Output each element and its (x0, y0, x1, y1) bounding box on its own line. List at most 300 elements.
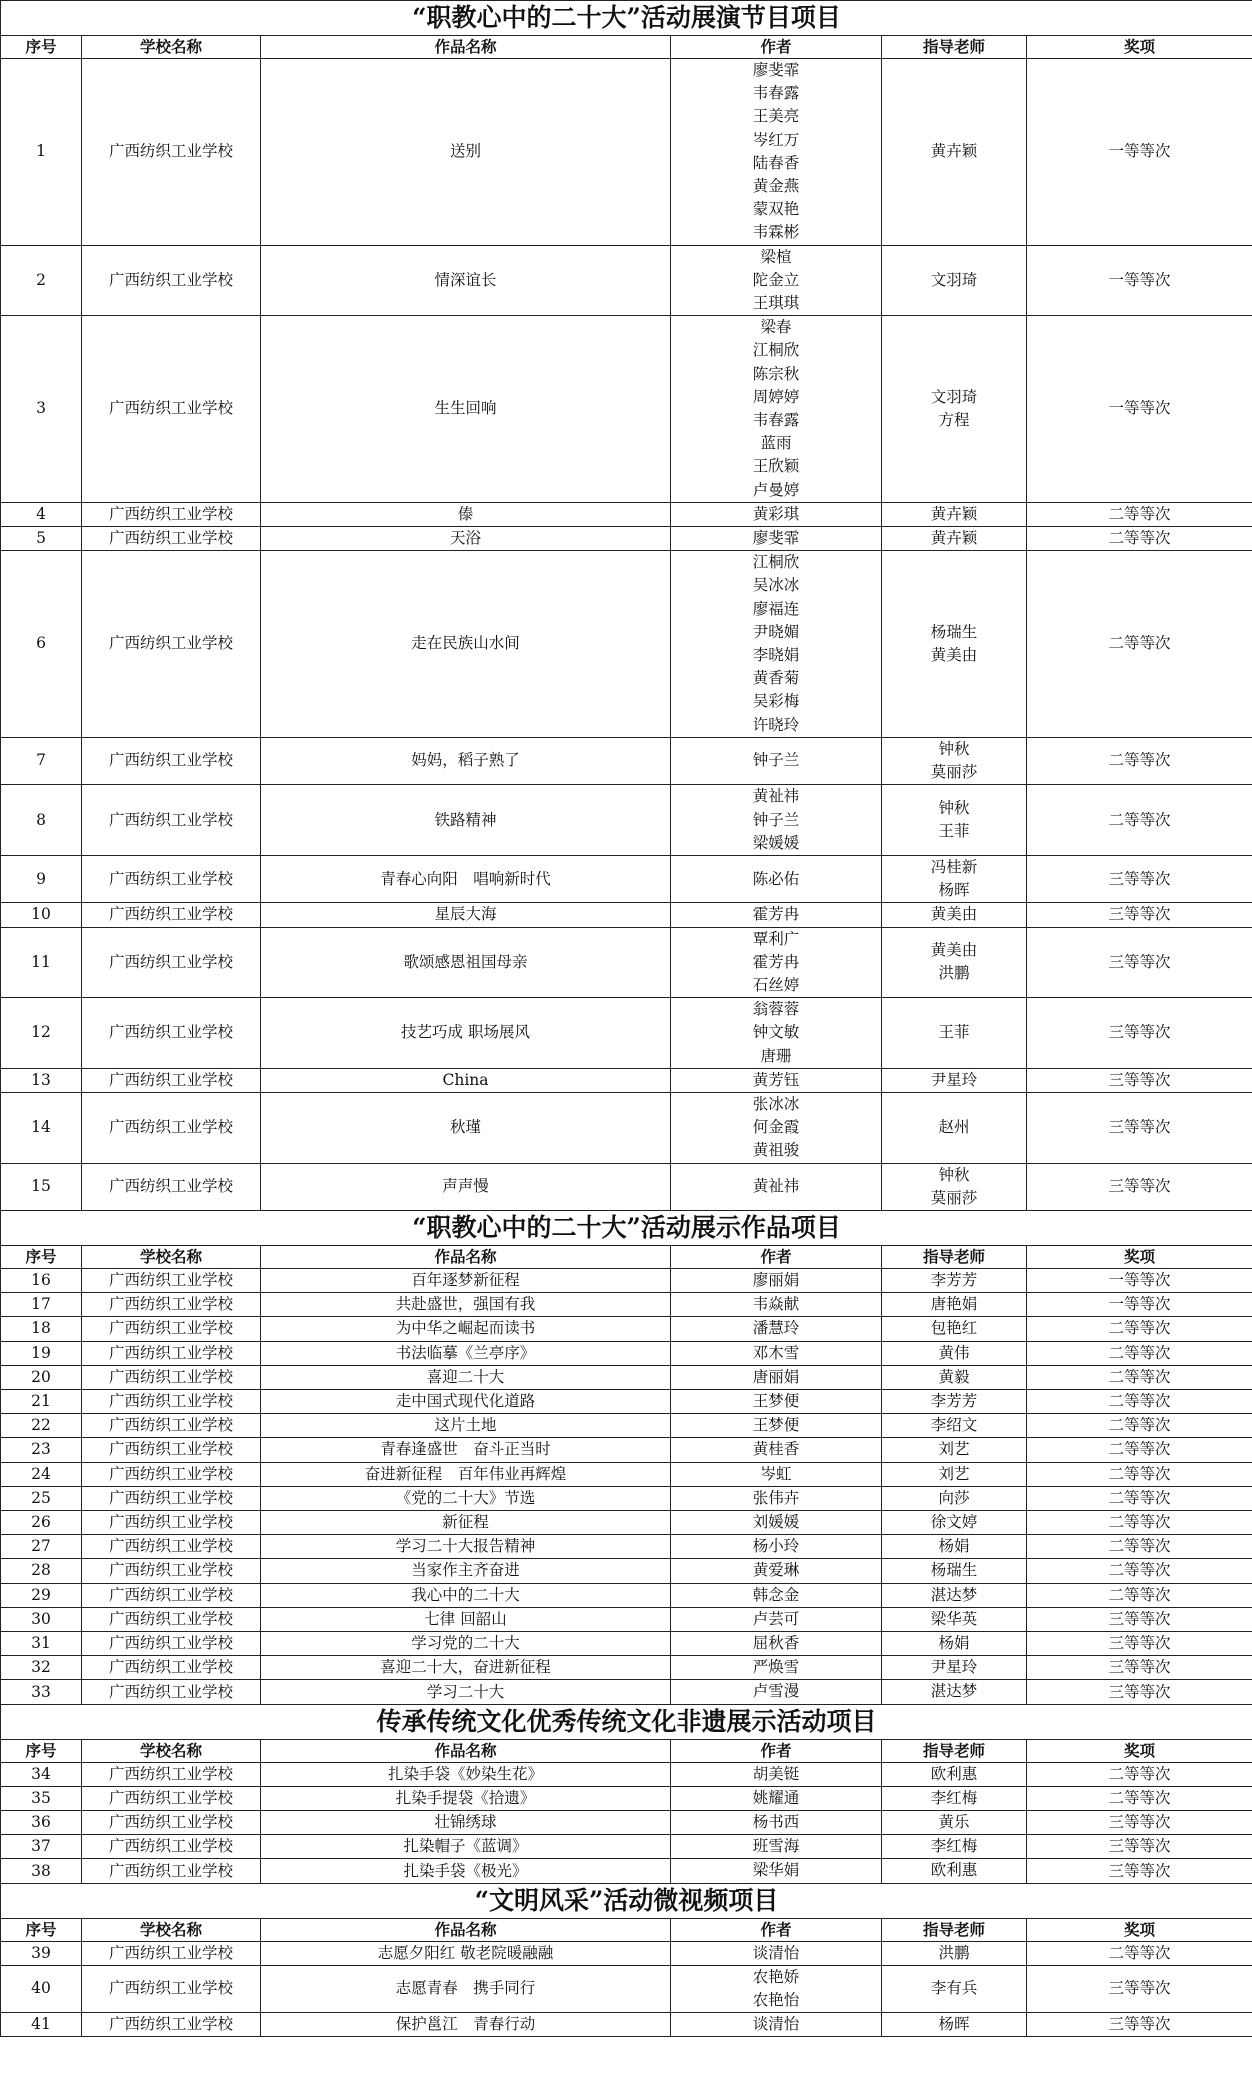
cell-school: 广西纺织工业学校 (82, 1632, 261, 1656)
cell-award: 二等等次 (1027, 1559, 1252, 1583)
column-header: 作者 (671, 36, 882, 59)
cell-school: 广西纺织工业学校 (82, 1859, 261, 1883)
author-name: 王美亮 (752, 107, 800, 126)
teacher-name: 李芳芳 (930, 1391, 978, 1410)
column-header: 奖项 (1027, 1739, 1252, 1762)
cell-teachers (882, 1941, 1027, 1965)
teacher-name: 李红梅 (930, 1788, 978, 1807)
cell-no: 5 (1, 527, 82, 551)
teacher-name: 黄卉颖 (930, 142, 978, 161)
table-row (1, 1293, 1252, 1317)
cell-no: 10 (1, 903, 82, 927)
cell-work: 天浴 (261, 527, 671, 551)
cell-school: 广西纺织工业学校 (82, 1535, 261, 1559)
cell-school: 广西纺织工业学校 (82, 1510, 261, 1534)
cell-award: 一等等次 (1027, 316, 1252, 503)
cell-school: 广西纺织工业学校 (82, 1941, 261, 1965)
cell-work: 走中国式现代化道路 (261, 1389, 671, 1413)
cell-award: 二等等次 (1027, 1389, 1252, 1413)
cell-authors (671, 1389, 882, 1413)
column-header: 序号 (1, 1245, 82, 1268)
cell-award: 二等等次 (1027, 1786, 1252, 1810)
cell-authors (671, 1559, 882, 1583)
cell-authors (671, 785, 882, 856)
author-name: 唐丽娟 (752, 1367, 800, 1386)
table-row (1, 1341, 1252, 1365)
author-name: 韩念金 (752, 1585, 800, 1604)
cell-award: 二等等次 (1027, 527, 1252, 551)
cell-school: 广西纺织工业学校 (82, 1583, 261, 1607)
cell-school: 广西纺织工业学校 (82, 1438, 261, 1462)
cell-school: 广西纺织工业学校 (82, 1365, 261, 1389)
cell-no: 4 (1, 502, 82, 526)
cell-award: 三等等次 (1027, 1656, 1252, 1680)
cell-no: 37 (1, 1835, 82, 1859)
cell-no: 7 (1, 737, 82, 784)
cell-authors (671, 1163, 882, 1210)
author-name: 潘慧玲 (752, 1319, 800, 1338)
teacher-name: 湛达梦 (930, 1585, 978, 1604)
table-row (1, 245, 1252, 316)
cell-no: 13 (1, 1068, 82, 1092)
cell-award: 三等等次 (1027, 2013, 1252, 2037)
column-header: 作品名称 (261, 1245, 671, 1268)
cell-award: 二等等次 (1027, 1486, 1252, 1510)
column-header: 序号 (1, 36, 82, 59)
cell-school: 广西纺织工业学校 (82, 1786, 261, 1810)
cell-teachers (882, 59, 1027, 246)
cell-authors (671, 737, 882, 784)
author-name: 黄芳钰 (752, 1070, 800, 1089)
cell-no: 36 (1, 1811, 82, 1835)
cell-award: 二等等次 (1027, 1762, 1252, 1786)
table-row (1, 1486, 1252, 1510)
author-name: 梁楦 (760, 247, 792, 266)
author-name: 尹晓媚 (752, 622, 800, 641)
author-name: 钟子兰 (752, 810, 800, 829)
table-row (1, 1656, 1252, 1680)
cell-no: 31 (1, 1632, 82, 1656)
cell-work: 技艺巧成 职场展风 (261, 998, 671, 1069)
author-name: 蓝雨 (760, 434, 792, 453)
teacher-name: 钟秋 (938, 798, 970, 817)
teacher-name: 欧利惠 (930, 1764, 978, 1783)
teacher-name: 黄美由 (930, 941, 978, 960)
column-header: 作者 (671, 1739, 882, 1762)
column-header: 学校名称 (82, 1245, 261, 1268)
cell-authors (671, 1510, 882, 1534)
table-row (1, 2013, 1252, 2037)
cell-authors (671, 527, 882, 551)
cell-authors (671, 1317, 882, 1341)
cell-teachers (882, 1762, 1027, 1786)
cell-work: 走在民族山水间 (261, 551, 671, 738)
cell-teachers (882, 1438, 1027, 1462)
cell-no: 32 (1, 1656, 82, 1680)
author-name: 张伟卉 (752, 1488, 800, 1507)
table-row (1, 1583, 1252, 1607)
teacher-name: 杨瑞生 (930, 622, 978, 641)
section-title: 传承传统文化优秀传统文化非遗展示活动项目 (1, 1704, 1252, 1739)
cell-work: 这片土地 (261, 1414, 671, 1438)
cell-teachers (882, 1535, 1027, 1559)
cell-teachers (882, 502, 1027, 526)
teacher-name: 徐文婷 (930, 1512, 978, 1531)
teacher-name: 杨娟 (938, 1634, 970, 1652)
author-name: 江桐欣 (752, 341, 800, 360)
author-name: 黄祉祎 (752, 1177, 800, 1196)
cell-no: 38 (1, 1859, 82, 1883)
cell-authors (671, 1293, 882, 1317)
cell-teachers (882, 785, 1027, 856)
cell-work: 扎染手提袋《拾遗》 (261, 1786, 671, 1810)
cell-teachers (882, 1341, 1027, 1365)
cell-no: 25 (1, 1486, 82, 1510)
teacher-name: 莫丽莎 (930, 763, 978, 782)
author-name: 陆春香 (752, 153, 800, 172)
column-header: 指导老师 (882, 36, 1027, 59)
cell-work: 扎染手袋《极光》 (261, 1859, 671, 1883)
cell-no: 12 (1, 998, 82, 1069)
cell-teachers (882, 2013, 1027, 2037)
cell-work: China (261, 1068, 671, 1092)
cell-no: 17 (1, 1293, 82, 1317)
table-row (1, 1438, 1252, 1462)
cell-teachers (882, 1632, 1027, 1656)
cell-award: 三等等次 (1027, 1632, 1252, 1656)
cell-work: 情深谊长 (261, 245, 671, 316)
author-name: 陀金立 (752, 270, 800, 289)
cell-no: 15 (1, 1163, 82, 1210)
teacher-name: 冯桂新 (930, 857, 978, 876)
cell-teachers (882, 855, 1027, 902)
cell-school: 广西纺织工业学校 (82, 1835, 261, 1859)
author-name: 梁华娟 (752, 1861, 800, 1880)
cell-award: 一等等次 (1027, 59, 1252, 246)
column-header: 学校名称 (82, 1918, 261, 1941)
cell-no: 20 (1, 1365, 82, 1389)
table-row (1, 502, 1252, 526)
cell-teachers (882, 1486, 1027, 1510)
cell-work: 扎染手袋《妙染生花》 (261, 1762, 671, 1786)
teacher-name: 钟秋 (938, 739, 970, 758)
table-row (1, 903, 1252, 927)
cell-award: 二等等次 (1027, 785, 1252, 856)
teacher-name: 杨晖 (938, 881, 970, 900)
column-header: 学校名称 (82, 1739, 261, 1762)
author-name: 王琪琪 (752, 294, 800, 313)
teacher-name: 王菲 (938, 822, 970, 841)
author-name: 霍芳冉 (752, 952, 800, 971)
author-name: 邓木雪 (752, 1343, 800, 1362)
cell-teachers (882, 551, 1027, 738)
table-row (1, 1559, 1252, 1583)
cell-work: 保护邕江 青春行动 (261, 2013, 671, 2037)
cell-school: 广西纺织工业学校 (82, 1268, 261, 1292)
cell-no: 14 (1, 1092, 82, 1163)
author-name: 农艳娇 (752, 1967, 800, 1986)
cell-award: 一等等次 (1027, 1268, 1252, 1292)
author-name: 吴冰冰 (752, 576, 800, 595)
author-name: 黄金燕 (752, 177, 800, 196)
teacher-name: 黄伟 (938, 1343, 970, 1362)
cell-teachers (882, 1462, 1027, 1486)
header-row (1, 1739, 1252, 1762)
cell-school: 广西纺织工业学校 (82, 1068, 261, 1092)
cell-no: 16 (1, 1268, 82, 1292)
section-title: “文明风采”活动微视频项目 (1, 1883, 1252, 1918)
teacher-name: 尹星玲 (930, 1070, 978, 1089)
cell-teachers (882, 245, 1027, 316)
cell-no: 34 (1, 1762, 82, 1786)
teacher-name: 刘艺 (938, 1464, 970, 1483)
cell-work: 铁路精神 (261, 785, 671, 856)
cell-authors (671, 551, 882, 738)
cell-teachers (882, 1068, 1027, 1092)
cell-work: 壮锦绣球 (261, 1811, 671, 1835)
cell-award: 二等等次 (1027, 1535, 1252, 1559)
cell-authors (671, 1607, 882, 1631)
table-row (1, 1632, 1252, 1656)
cell-authors (671, 245, 882, 316)
cell-no: 11 (1, 927, 82, 998)
cell-work: 共赴盛世，强国有我 (261, 1293, 671, 1317)
author-name: 谈清怡 (752, 1943, 800, 1962)
author-name: 黄爱琳 (752, 1561, 800, 1580)
table-row (1, 1163, 1252, 1210)
cell-award: 三等等次 (1027, 998, 1252, 1069)
cell-award: 二等等次 (1027, 1462, 1252, 1486)
teacher-name: 李有兵 (930, 1979, 978, 1998)
section-title-row (1, 1704, 1252, 1739)
cell-school: 广西纺织工业学校 (82, 1092, 261, 1163)
cell-work: 奋进新征程 百年伟业再辉煌 (261, 1462, 671, 1486)
cell-no: 3 (1, 316, 82, 503)
cell-award: 三等等次 (1027, 1835, 1252, 1859)
author-name: 韦春露 (752, 84, 800, 103)
cell-work: 喜迎二十大，奋进新征程 (261, 1656, 671, 1680)
cell-no: 23 (1, 1438, 82, 1462)
cell-school: 广西纺织工业学校 (82, 245, 261, 316)
cell-work: 妈妈，稻子熟了 (261, 737, 671, 784)
table-row (1, 1389, 1252, 1413)
cell-work: 秋瑾 (261, 1092, 671, 1163)
author-name: 韦霖彬 (752, 223, 800, 242)
author-name: 刘媛媛 (752, 1512, 800, 1531)
cell-no: 1 (1, 59, 82, 246)
teacher-name: 洪鹏 (938, 1943, 970, 1962)
author-name: 梁春 (760, 318, 792, 337)
author-name: 何金霞 (752, 1118, 800, 1137)
cell-school: 广西纺织工业学校 (82, 1293, 261, 1317)
author-name: 霍芳冉 (752, 905, 800, 924)
table-row (1, 1068, 1252, 1092)
teacher-name: 杨娟 (938, 1537, 970, 1556)
cell-teachers (882, 1268, 1027, 1292)
cell-work: 新征程 (261, 1510, 671, 1534)
cell-school: 广西纺织工业学校 (82, 737, 261, 784)
author-name: 陈必佑 (752, 869, 800, 888)
teacher-name: 赵州 (938, 1118, 970, 1137)
teacher-name: 尹星玲 (930, 1658, 978, 1677)
cell-teachers (882, 527, 1027, 551)
author-name: 岑虹 (760, 1464, 792, 1483)
cell-work: 青春逢盛世 奋斗正当时 (261, 1438, 671, 1462)
cell-award: 二等等次 (1027, 551, 1252, 738)
table-row (1, 59, 1252, 246)
cell-teachers (882, 1365, 1027, 1389)
table-row (1, 1414, 1252, 1438)
cell-award: 二等等次 (1027, 1317, 1252, 1341)
teacher-name: 文羽琦 (930, 270, 978, 289)
cell-authors (671, 1535, 882, 1559)
table-row (1, 316, 1252, 503)
table-row (1, 1317, 1252, 1341)
author-name: 卢雪漫 (752, 1682, 800, 1701)
cell-teachers (882, 316, 1027, 503)
cell-work: 志愿夕阳红 敬老院暖融融 (261, 1941, 671, 1965)
cell-teachers (882, 1092, 1027, 1163)
teacher-name: 黄美由 (930, 646, 978, 665)
cell-authors (671, 1341, 882, 1365)
cell-authors (671, 316, 882, 503)
author-name: 王欣颖 (752, 457, 800, 476)
cell-no: 24 (1, 1462, 82, 1486)
cell-authors (671, 1835, 882, 1859)
cell-no: 6 (1, 551, 82, 738)
cell-authors (671, 1680, 882, 1704)
author-name: 廖福连 (752, 599, 800, 618)
header-row (1, 1918, 1252, 1941)
cell-no: 9 (1, 855, 82, 902)
header-row (1, 36, 1252, 59)
author-name: 胡美铤 (752, 1764, 800, 1783)
cell-school: 广西纺织工业学校 (82, 527, 261, 551)
cell-work: 《党的二十大》节选 (261, 1486, 671, 1510)
cell-award: 二等等次 (1027, 1583, 1252, 1607)
cell-award: 一等等次 (1027, 1293, 1252, 1317)
cell-no: 18 (1, 1317, 82, 1341)
cell-school: 广西纺织工业学校 (82, 2013, 261, 2037)
author-name: 钟子兰 (752, 751, 800, 770)
table-row (1, 1762, 1252, 1786)
table-row (1, 1835, 1252, 1859)
cell-no: 41 (1, 2013, 82, 2037)
author-name: 杨书西 (752, 1813, 800, 1832)
cell-school: 广西纺织工业学校 (82, 855, 261, 902)
cell-authors (671, 998, 882, 1069)
cell-no: 27 (1, 1535, 82, 1559)
cell-authors (671, 1068, 882, 1092)
column-header: 作品名称 (261, 1918, 671, 1941)
cell-award: 二等等次 (1027, 1510, 1252, 1534)
cell-no: 8 (1, 785, 82, 856)
table-row (1, 1268, 1252, 1292)
cell-authors (671, 1365, 882, 1389)
table-row (1, 1510, 1252, 1534)
cell-award: 一等等次 (1027, 245, 1252, 316)
section-title-row (1, 1, 1252, 36)
column-header: 作者 (671, 1245, 882, 1268)
cell-authors (671, 1941, 882, 1965)
cell-authors (671, 1438, 882, 1462)
cell-school: 广西纺织工业学校 (82, 1762, 261, 1786)
cell-work: 星辰大海 (261, 903, 671, 927)
author-name: 黄桂香 (752, 1440, 800, 1459)
cell-award: 三等等次 (1027, 1680, 1252, 1704)
cell-authors (671, 1414, 882, 1438)
cell-authors (671, 1268, 882, 1292)
cell-teachers (882, 1414, 1027, 1438)
cell-authors (671, 1632, 882, 1656)
cell-teachers (882, 903, 1027, 927)
cell-no: 28 (1, 1559, 82, 1583)
section-title-row (1, 1883, 1252, 1918)
teacher-name: 向莎 (938, 1488, 970, 1507)
cell-work: 送别 (261, 59, 671, 246)
table-row (1, 855, 1252, 902)
table-row (1, 1365, 1252, 1389)
cell-authors (671, 1859, 882, 1883)
cell-authors (671, 1462, 882, 1486)
cell-award: 三等等次 (1027, 1965, 1252, 2012)
cell-authors (671, 502, 882, 526)
author-name: 王梦便 (752, 1416, 800, 1435)
cell-work: 七律 回韶山 (261, 1607, 671, 1631)
teacher-name: 莫丽莎 (930, 1188, 978, 1207)
table-row (1, 1607, 1252, 1631)
table-row (1, 551, 1252, 738)
column-header: 奖项 (1027, 1918, 1252, 1941)
cell-authors (671, 1965, 882, 2012)
author-name: 黄祖骏 (752, 1141, 800, 1160)
teacher-name: 黄卉颖 (930, 504, 978, 523)
cell-award: 三等等次 (1027, 903, 1252, 927)
cell-teachers (882, 1965, 1027, 2012)
column-header: 学校名称 (82, 36, 261, 59)
table-row (1, 1680, 1252, 1704)
cell-work: 我心中的二十大 (261, 1583, 671, 1607)
cell-teachers (882, 737, 1027, 784)
cell-no: 29 (1, 1583, 82, 1607)
column-header: 奖项 (1027, 36, 1252, 59)
teacher-name: 杨瑞生 (930, 1561, 978, 1580)
cell-school: 广西纺织工业学校 (82, 1341, 261, 1365)
cell-award: 二等等次 (1027, 737, 1252, 784)
cell-work: 声声慢 (261, 1163, 671, 1210)
author-name: 岑红万 (752, 130, 800, 149)
author-name: 周婷婷 (752, 387, 800, 406)
cell-no: 26 (1, 1510, 82, 1534)
cell-award: 二等等次 (1027, 1365, 1252, 1389)
cell-school: 广西纺织工业学校 (82, 1389, 261, 1413)
author-name: 谈清怡 (752, 2015, 800, 2034)
column-header: 指导老师 (882, 1918, 1027, 1941)
column-header: 作者 (671, 1918, 882, 1941)
cell-school: 广西纺织工业学校 (82, 59, 261, 246)
cell-work: 学习二十大 (261, 1680, 671, 1704)
cell-school: 广西纺织工业学校 (82, 785, 261, 856)
teacher-name: 洪鹏 (938, 964, 970, 983)
cell-school: 广西纺织工业学校 (82, 1163, 261, 1210)
author-name: 班雪海 (752, 1837, 800, 1856)
teacher-name: 李红梅 (930, 1837, 978, 1856)
column-header: 奖项 (1027, 1245, 1252, 1268)
author-name: 覃利广 (752, 929, 800, 948)
cell-authors (671, 1762, 882, 1786)
author-name: 廖斐霏 (752, 529, 800, 548)
cell-authors (671, 1486, 882, 1510)
